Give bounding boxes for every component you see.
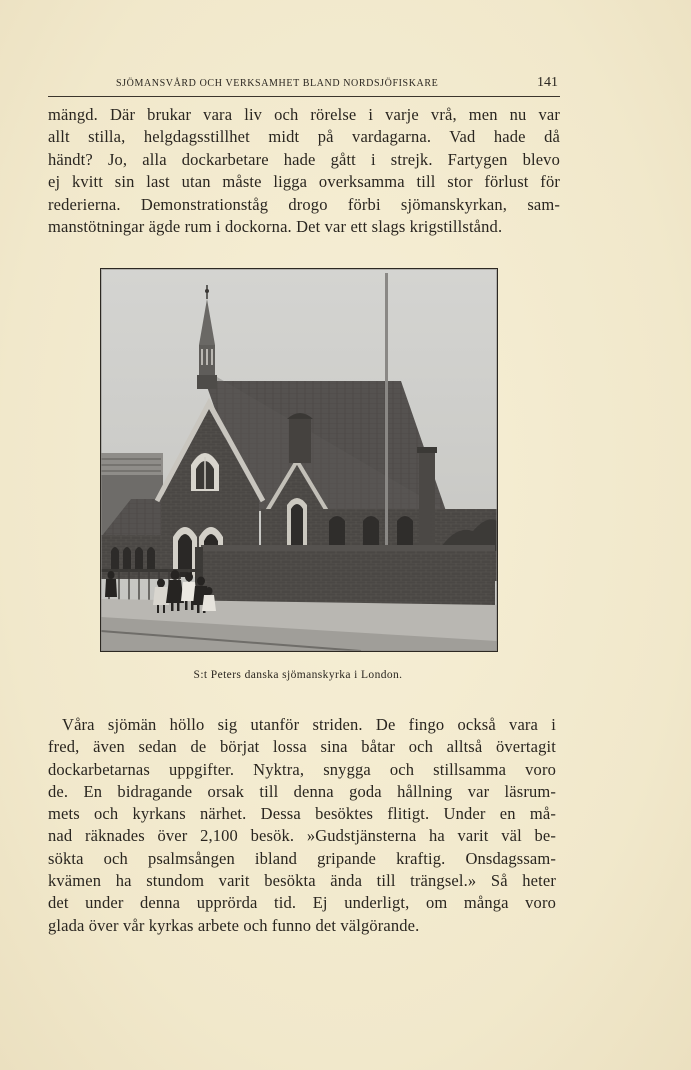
- text-line: rederierna. Demonstrationståg drogo förbi sjömanskyrkan, sam-: [48, 194, 560, 214]
- text-line: händt? Jo, alla dockarbetare hade gått i strejk. Fartygen blevo: [48, 149, 560, 169]
- text-line: Våra sjömän höllo sig utanför striden. De fingo också vara i: [62, 715, 556, 734]
- text-line: kvämen ha stundom varit besökta ända till trängsel.» Så heter: [48, 871, 556, 891]
- page-number: 141: [537, 75, 558, 90]
- text-line: det under denna upprörda tid. Ej underligt, om många voro: [48, 893, 556, 913]
- text-line: ej kvitt sin last utan måste ligga overksamma till stor förlust för: [48, 172, 560, 192]
- text-line: mängd. Där brukar vara liv och rörelse i varje vrå, men nu var: [48, 105, 560, 124]
- text-line: dockarbetarnas uppgifter. Nyktra, snygga och stillsamma voro: [48, 759, 556, 779]
- text-line: allt stilla, helgdagsstillhet midt på vardagarna. Vad hade då: [48, 127, 560, 147]
- text-line: fred, även sedan de börjat lossa sina båtar och alltså övertagit: [48, 737, 556, 757]
- running-header: [48, 74, 560, 97]
- church-photograph: [100, 268, 498, 652]
- text-line: sökta och psalmsången ibland gripande kraftig. Onsdagssam-: [48, 848, 556, 868]
- text-line: glada över vår kyrkas arbete och funno det välgörande.: [48, 915, 420, 935]
- figure-caption: S:t Peters danska sjömanskyrka i London.: [193, 669, 403, 681]
- paragraph-2: [48, 714, 556, 937]
- paragraph-1: [48, 104, 560, 238]
- text-line: nad räknades över 2,100 besök. »Gudstjänsterna ha varit väl be-: [48, 826, 556, 846]
- text-line: mets och kyrkans närhet. Dessa besöktes flitigt. Under en må-: [48, 804, 556, 824]
- text-line: de. En bidragande orsak till denna goda hållning var läsrum-: [48, 781, 556, 801]
- running-title: SJÖMANSVÅRD OCH VERKSAMHET BLAND NORDSJÖFISKARE: [116, 78, 439, 89]
- text-line: manstötningar ägde rum i dockorna. Det var ett slags krigstillstånd.: [48, 217, 503, 237]
